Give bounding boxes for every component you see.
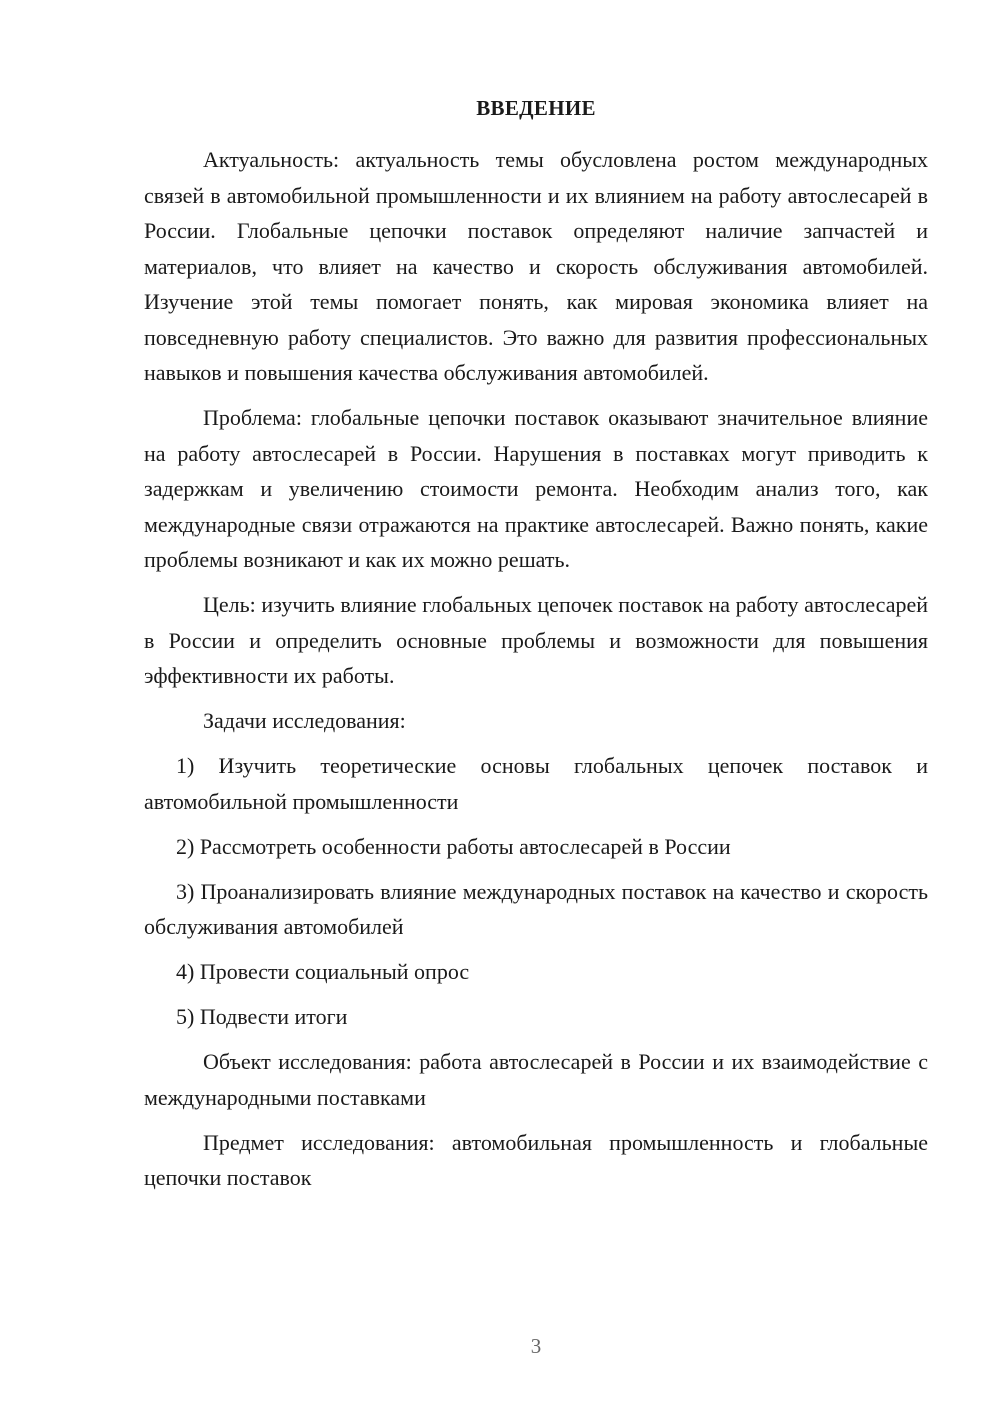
task-item-2: 2) Рассмотреть особенности работы автослесарей в России	[176, 833, 731, 859]
task-item-4: 4) Провести социальный опрос	[176, 959, 470, 984]
document-body	[144, 142, 928, 1205]
task-item-5: 5) Подвести итоги	[176, 1004, 348, 1029]
paragraph-subject: Предмет исследования: автомобильная промышленность и глобальные цепочки поставок	[144, 1129, 928, 1190]
paragraph-tasks-heading: Задачи исследования:	[203, 708, 406, 733]
task-item-3: 3) Проанализировать влияние международных поставок на качество и скорость обслуживания автомобилей	[144, 878, 928, 939]
paragraph-object: Объект исследования: работа автослесарей в России и их взаимодействие с международными поставками	[144, 1049, 928, 1110]
page-number: 3	[530, 1334, 542, 1358]
paragraph-problem: Проблема: глобальные цепочки поставок оказывают значительное влияние на работу автослесарей в России. Нарушения в поставках могут приводить к задержкам и увеличению стоимости ремонта. Необходим анализ того, как международные связи отражаются на практике автослесарей. Важно понять, какие проблемы возникают и как их можно решать.	[144, 405, 928, 572]
paragraph-relevance: Актуальность: актуальность темы обусловлена ростом международных связей в автомобильной промышленности и их влиянием на работу автослесарей в России. Глобальные цепочки поставок определяют наличие запчастей и материалов, что влияет на качество и скорость обслуживания автомобилей. Изучение этой темы помогает понять, как мировая экономика влияет на повседневную работу специалистов. Это важно для развития профессиональных навыков и повышения качества обслуживания автомобилей.	[144, 147, 928, 385]
task-item-1: 1) Изучить теоретические основы глобальных цепочек поставок и автомобильной промышленности	[144, 753, 928, 814]
page-title: ВВЕДЕНИЕ	[476, 96, 596, 120]
paragraph-goal: Цель: изучить влияние глобальных цепочек поставок на работу автослесарей в России и определить основные проблемы и возможности для повышения эффективности их работы.	[144, 592, 928, 688]
